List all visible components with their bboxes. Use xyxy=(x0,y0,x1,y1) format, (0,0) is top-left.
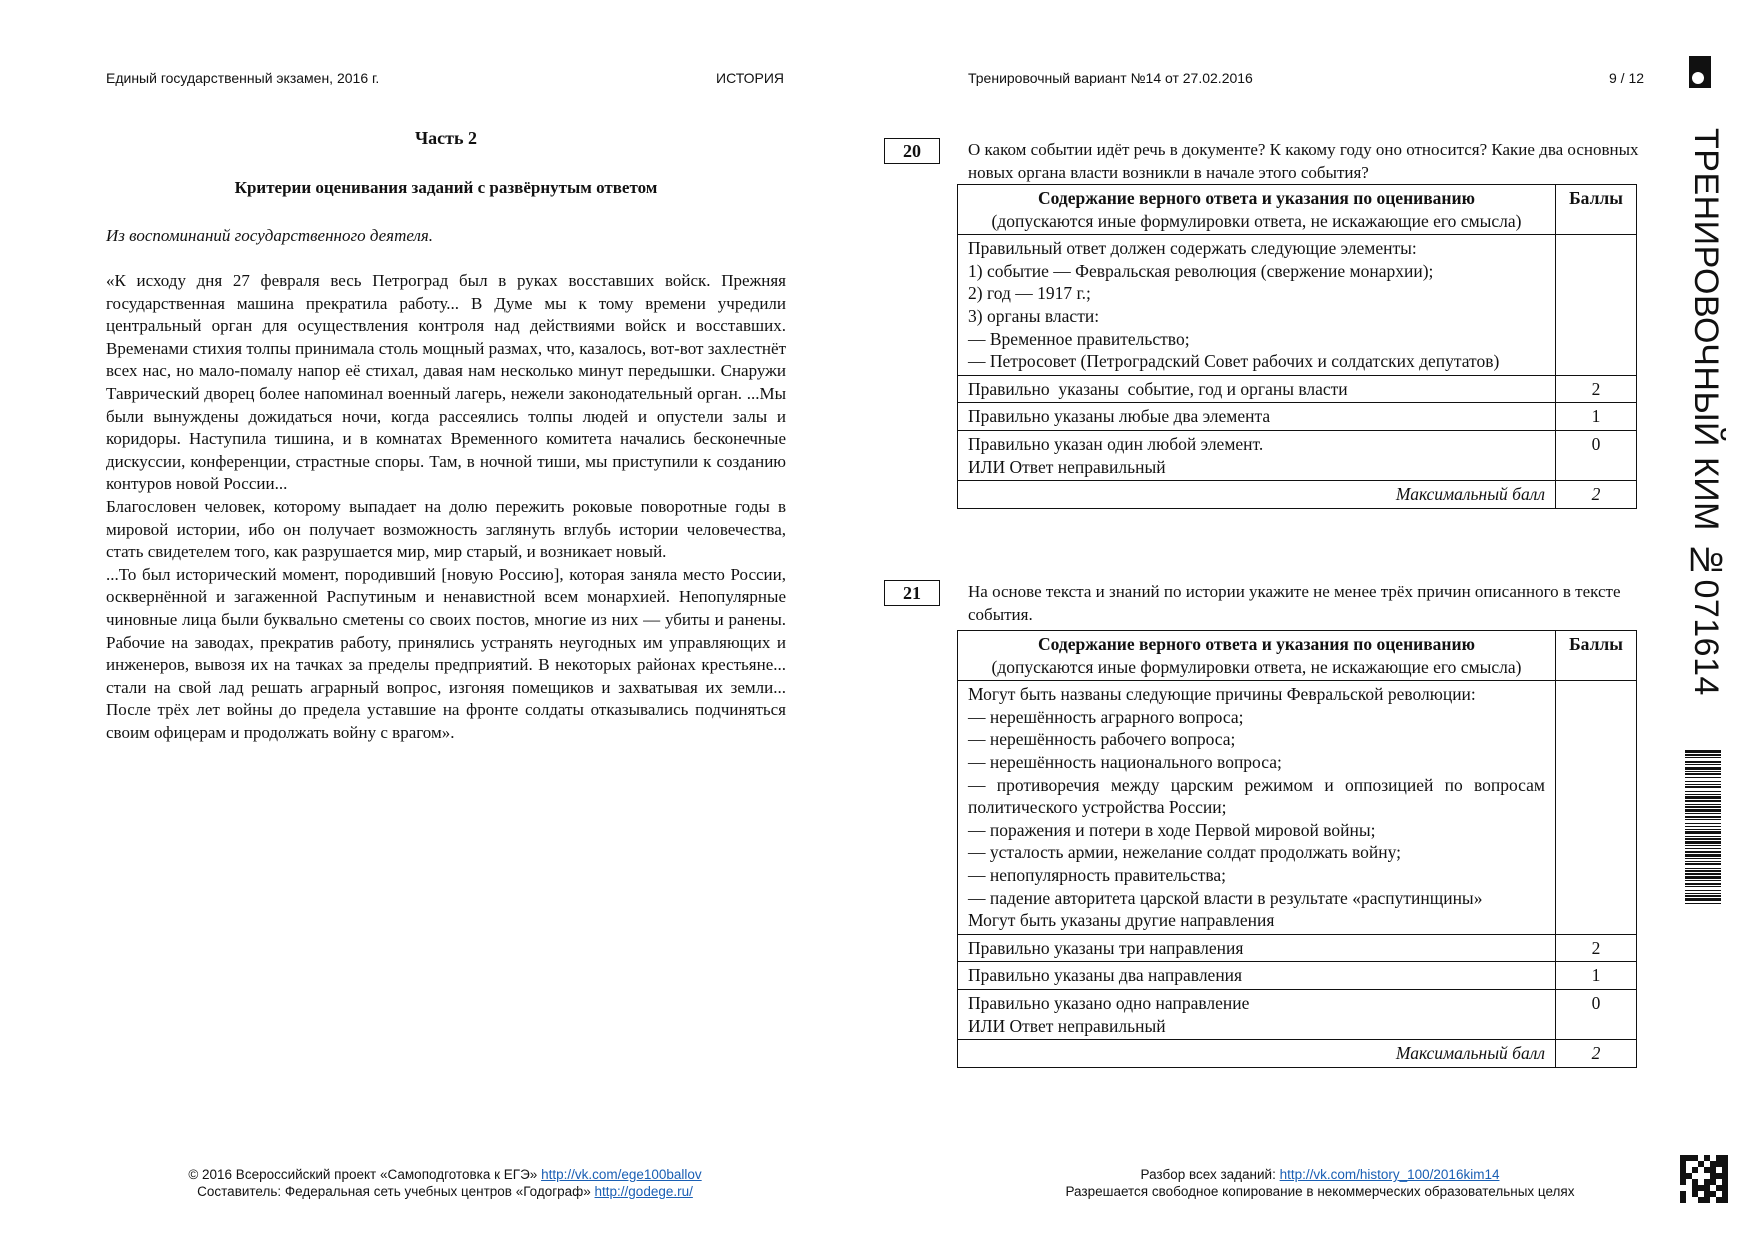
scoring-points: 0 xyxy=(1556,430,1637,480)
source-caption: Из воспоминаний государственного деятеля. xyxy=(106,226,434,245)
scoring-criterion: Правильно указан один любой элемент. ИЛИ Ответ неправильный xyxy=(958,430,1556,480)
barcode-bar xyxy=(1685,904,1721,905)
criteria-table-20 xyxy=(957,184,1637,509)
content-line: — Временное правительство; xyxy=(968,328,1190,349)
table-header-content xyxy=(958,185,1556,235)
content-line: 3) органы власти: xyxy=(968,305,1100,326)
document-passage xyxy=(106,270,786,744)
footer-left xyxy=(120,1166,770,1200)
scoring-criterion: Правильно указаны три направления xyxy=(958,934,1556,962)
header-note: (допускаются иные формулировки ответа, не искажающие его смысла) xyxy=(991,210,1522,231)
max-score-value: 2 xyxy=(1556,1040,1637,1068)
max-score-value: 2 xyxy=(1556,481,1637,509)
footer-link-vk[interactable]: http://vk.com/ege100ballov xyxy=(541,1167,702,1182)
task-number-21: 21 xyxy=(884,580,940,606)
passage-paragraph: «К исходу дня 27 февраля весь Петроград был в руках восставших войск. Прежняя государственная машина прекратила работу... В Думе мы к тому времени учредили центральный орган для осуществления контроля над действиями войск и восставших. Временами стихия толпы принимала столь мощный размах, что, казалось, вот-вот захлестнёт всех нас, но мало-помалу напор её стихал, давая нам несколько минут передышки. Снаружи Таврический дворец более напоминал военный лагерь, нежели законодательный орган. ...Мы были вынуждены дожидаться ночи, когда рассеялись толпы людей и опустели залы и коридоры. Наступила тишина, и в комнатах Временного комитета начались бесконечные дискуссии, конференции, страстные споры. Там, в ночной тиши, мы приступили к созданию контуров новой России... xyxy=(106,271,786,494)
content-line: — нерешённость национального вопроса; xyxy=(968,751,1282,772)
max-score-label: Максимальный балл xyxy=(958,481,1556,509)
barcode-icon xyxy=(1685,750,1721,1100)
max-score-label: Максимальный балл xyxy=(958,1040,1556,1068)
table-header-content xyxy=(958,631,1556,681)
answer-content xyxy=(958,681,1556,935)
footer-analysis-label: Разбор всех заданий: xyxy=(1140,1167,1276,1182)
scoring-points: 1 xyxy=(1556,962,1637,990)
footer-license: Разрешается свободное копирование в некоммерческих образовательных целях xyxy=(1065,1184,1575,1199)
content-line: — усталость армии, нежелание солдат продолжать войну; xyxy=(968,842,1401,863)
answer-content xyxy=(958,235,1556,376)
scoring-points: 2 xyxy=(1556,934,1637,962)
table-header-points: Баллы xyxy=(1556,631,1637,681)
table-row xyxy=(958,962,1637,990)
content-line: 2) год — 1917 г.; xyxy=(968,283,1091,304)
content-line: Могут быть названы следующие причины Февральской революции: xyxy=(968,684,1476,705)
table-row xyxy=(958,934,1637,962)
table-row xyxy=(958,989,1637,1039)
scoring-criterion: Правильно указаны любые два элемента xyxy=(958,403,1556,431)
scoring-criterion: Правильно указано одно направление ИЛИ Ответ неправильный xyxy=(958,989,1556,1039)
content-line: — нерешённость рабочего вопроса; xyxy=(968,729,1236,750)
content-line: — падение авторитета царской власти в результате «распутинщины» xyxy=(968,887,1483,908)
header-variant: Тренировочный вариант №14 от 27.02.2016 xyxy=(968,70,1253,86)
content-line: — Петросовет (Петроградский Совет рабочих и солдатских депутатов) xyxy=(968,351,1500,372)
table-row xyxy=(958,430,1637,480)
scoring-points: 0 xyxy=(1556,989,1637,1039)
content-line: — нерешённость аграрного вопроса; xyxy=(968,706,1244,727)
criteria-title: Критерии оценивания заданий с развёрнутым ответом xyxy=(234,178,658,197)
corner-marker-icon xyxy=(1689,56,1711,88)
scoring-points: 2 xyxy=(1556,375,1637,403)
scoring-criterion: Правильно указаны два направления xyxy=(958,962,1556,990)
qr-code-icon xyxy=(1680,1155,1728,1203)
header-bold: Содержание верного ответа и указания по оцениванию xyxy=(1038,634,1475,654)
task-question-20: О каком событии идёт речь в документе? К какому году оно относится? Какие два основных новых органа власти возникли в начале этого события? xyxy=(968,140,1639,182)
content-line: — непопулярность правительства; xyxy=(968,864,1227,885)
content-line: 1) событие — Февральская революция (свержение монархии); xyxy=(968,260,1434,281)
header-note: (допускаются иные формулировки ответа, не искажающие его смысла) xyxy=(991,656,1522,677)
content-line: — противоречия между царским режимом и оппозицией по вопросам политического устройства России; xyxy=(968,774,1545,818)
content-line: Могут быть указаны другие направления xyxy=(968,910,1275,931)
footer-link-godege[interactable]: http://godege.ru/ xyxy=(594,1184,693,1199)
passage-paragraph: Благословен человек, которому выпадает на долю пережить роковые поворотные годы в мировой истории, ибо он получает возможность заглянуть вглубь истории человечества, стать свидетелем того, как разрушается мир, мир старый, и возникает новый. xyxy=(106,496,786,562)
page-number: 9 / 12 xyxy=(1609,70,1645,86)
table-row xyxy=(958,403,1637,431)
header-exam-title: Единый государственный экзамен, 2016 г. xyxy=(106,70,380,86)
footer-link-analysis[interactable]: http://vk.com/history_100/2016kim14 xyxy=(1279,1167,1500,1182)
task-number-20: 20 xyxy=(884,138,940,164)
part-title: Часть 2 xyxy=(414,128,478,148)
content-line: Правильный ответ должен содержать следующие элементы: xyxy=(968,238,1417,259)
scoring-criterion: Правильно указаны событие, год и органы власти xyxy=(958,375,1556,403)
empty-points-cell xyxy=(1556,235,1637,376)
task-question-21: На основе текста и знаний по истории укажите не менее трёх причин описанного в тексте события. xyxy=(968,582,1621,624)
criteria-table-21 xyxy=(957,630,1637,1068)
table-row xyxy=(958,481,1637,509)
footer-author: Составитель: Федеральная сеть учебных центров «Годограф» xyxy=(197,1184,591,1199)
table-row xyxy=(958,375,1637,403)
header-subject: ИСТОРИЯ xyxy=(716,70,785,86)
table-row xyxy=(958,1040,1637,1068)
table-header-points: Баллы xyxy=(1556,185,1637,235)
content-line: — поражения и потери в ходе Первой мировой войны; xyxy=(968,819,1376,840)
header-bold: Содержание верного ответа и указания по оцениванию xyxy=(1038,188,1475,208)
scoring-points: 1 xyxy=(1556,403,1637,431)
qr-module xyxy=(1722,1197,1728,1203)
footer-right xyxy=(1010,1166,1630,1200)
side-title: ТРЕНИРОВОЧНЫЙ КИМ №071614 xyxy=(1687,128,1725,696)
footer-copyright: © 2016 Всероссийский проект «Самоподготовка к ЕГЭ» xyxy=(188,1167,538,1182)
passage-paragraph: ...То был исторический момент, породивший [новую Россию], которая заняла место России, осквернённой и загаженной Распутиным и ненавистной всем монархией. Непопулярные чиновные лица были буквально сметены со своих постов, многие из них — убиты и ранены. Рабочие на заводах, прекратив работу, принялись устранять неугодных им управляющих и инженеров, вывозя их на тачках за пределы предприятий. В некоторых районах крестьяне... стали на свой лад решать аграрный вопрос, изгоняя помещиков и захватывая их земли... После трёх лет войны до предела уставшие на фронте солдаты отказывались подчиняться своим офицерам и продолжать войну с врагом». xyxy=(106,564,786,742)
empty-points-cell xyxy=(1556,681,1637,935)
